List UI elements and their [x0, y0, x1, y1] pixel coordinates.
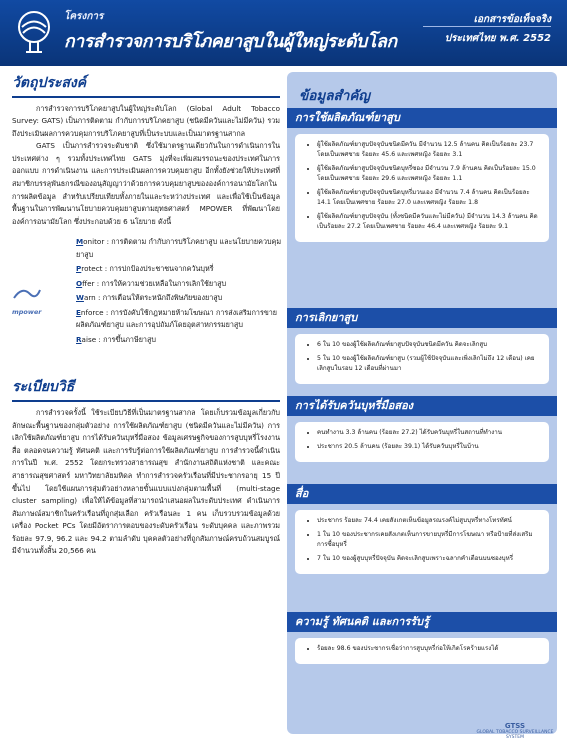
- section-title: สื่อ: [287, 484, 557, 504]
- mpower-item: [76, 334, 282, 347]
- mpower-item-desc: : การให้ความช่วยเหลือในการเลิกใช้ยาสูบ: [94, 278, 227, 288]
- list-item: • ผู้ใช้ผลิตภัณฑ์ยาสูบปัจจุบันชนิดบุหรี่ซอง มีจำนวน 7.9 ล้านคน คิดเป็นร้อยละ 15.0 โดยเป็นเพศชาย ร้อยละ 29.6 และเพศหญิง ร้อยละ 1.1: [317, 164, 541, 184]
- header-factsheet-label: เอกสารข้อเท็จจริง: [473, 14, 551, 25]
- list-item: • ผู้ใช้ผลิตภัณฑ์ยาสูบปัจจุบันชนิดบุหรี่มวนเอง มีจำนวน 7.4 ล้านคน คิดเป็นร้อยละ 14.1 โดยเป็นเพศชาย ร้อยละ 27.0 และเพศหญิง ร้อยละ 1.8: [317, 188, 541, 208]
- list-item: • 7 ใน 10 ของผู้สูบบุหรี่ปัจจุบัน คิดจะเลิกสูบเพราะฉลากคำเตือนบนซองบุหรี่: [317, 554, 541, 564]
- objective-paragraph-2: GATS เป็นการสำรวจระดับชาติ ซึ่งใช้มาตรฐานเดียวกันในการดำเนินการในประเทศต่าง ๆ รวมทั้งประเทศไทย GATS มุ่งที่จะเพิ่มสมรรถนะของประเทศในการออกแบบ การดำเนินงาน และการประเมินผลการควบคุมยาสูบ อีกทั้งยังช่วยให้ประเทศที่สมาชิกบรรลุพันธกรณีของอนุสัญญาว่าด้วยการควบคุมยาสูบขององค์การอนามัยโลกในการผลิตข้อมูล สำหรับเปรียบเทียบทั้งภายในและระหว่างประเทศ และเพื่อใช้เป็นข้อมูลพื้นฐานในการพัฒนานโยบายควบคุมยาสูบตามยุทธศาสตร์ MPOWER ที่พัฒนาโดยองค์การอนามัยโลก ซึ่งประกอบด้วย 6 นโยบาย ดังนี้: [12, 141, 280, 226]
- list-item: • ประชากร ร้อยละ 74.4 เคยสังเกตเห็นข้อมูลรณรงค์ไม่สูบบุหรี่ทางโทรทัศน์: [317, 516, 541, 526]
- list-item: • ประชากร 20.5 ล้านคน (ร้อยละ 39.1) ได้รับควันบุหรี่ในบ้าน: [317, 442, 541, 452]
- page-header: [0, 0, 567, 66]
- mpower-item: [76, 307, 282, 332]
- section-tobacco-use: [287, 108, 557, 242]
- mpower-item-word: onitor: [83, 237, 105, 247]
- section-cessation: [287, 308, 557, 384]
- mpower-item: [76, 278, 282, 291]
- mpower-block: [12, 236, 280, 370]
- key-facts-panel: [287, 72, 557, 734]
- section-rule: [12, 400, 280, 402]
- mpower-item-key: O: [76, 278, 83, 288]
- mpower-item-word: ffer: [82, 278, 95, 288]
- mpower-item: [76, 263, 282, 276]
- section-box: [295, 334, 549, 384]
- section-media: [287, 484, 557, 574]
- section-box: [295, 510, 549, 574]
- section-box: [295, 638, 549, 664]
- gtss-logo-text: GTSS: [504, 722, 526, 730]
- section-knowledge: [287, 612, 557, 664]
- list-item: • 1 ใน 10 ของประชากรเคยสังเกตเห็นการขายบุหรี่มีการโฆษณา หรือป้ายที่ส่งเสริม การซื้อบุหรี่: [317, 530, 541, 550]
- mpower-item-desc: : การปกป้องประชาชนจากควันบุหรี่: [102, 264, 214, 274]
- mpower-logo-text: mpower: [12, 308, 42, 317]
- mpower-item: [76, 236, 282, 261]
- mpower-list: [76, 236, 282, 348]
- mpower-logo: [12, 286, 44, 316]
- method-heading: ระเบียบวิธี: [12, 379, 75, 396]
- section-title: การใช้ผลิตภัณฑ์ยาสูบ: [287, 108, 557, 128]
- list-item: • ผู้ใช้ผลิตภัณฑ์ยาสูบปัจจุบัน (ทั้งชนิดมีควันและไม่มีควัน) มีจำนวน 14.3 ล้านคน คิดเป็นร้อยละ 27.2 โดยเป็นเพศชาย ร้อยละ 46.4 และเพศหญิง ร้อยละ 9.1: [317, 212, 541, 232]
- key-facts-heading: ข้อมูลสำคัญ: [299, 88, 370, 104]
- mpower-item-word: rotect: [81, 264, 103, 274]
- mpower-item-key: M: [76, 237, 84, 247]
- mpower-item-desc: : การขึ้นภาษียาสูบ: [96, 334, 156, 344]
- mpower-item-word: nforce: [80, 307, 104, 317]
- list-item: • 5 ใน 10 ของผู้ใช้ผลิตภัณฑ์ยาสูบ (รวมผู้ใช้ปัจจุบันและเพิ่งเลิกไม่ถึง 12 เดือน) เคยเลิกสูบในรอบ 12 เดือนที่ผ่านมา: [317, 354, 541, 374]
- mpower-item-key: W: [76, 293, 84, 303]
- list-item: • ผู้ใช้ผลิตภัณฑ์ยาสูบปัจจุบันชนิดมีควัน มีจำนวน 12.5 ล้านคน คิดเป็นร้อยละ 23.7 โดยเป็นเพศชาย ร้อยละ 45.6 และเพศหญิง ร้อยละ 3.1: [317, 140, 541, 160]
- mpower-item: [76, 292, 282, 305]
- mpower-item-word: aise: [81, 334, 97, 344]
- objective-paragraph-1: การสำรวจการบริโภคยาสูบในผู้ใหญ่ระดับโลก (Global Adult Tobacco Survey: GATS) เป็นการติดตาม กำกับการบริโภคยาสูบ (ชนิดมีควันและไม่มีควัน) รวมถึงประเมินผลการควบคุมการบริโภคยาสูบที่เป็นระบบและเป็นมาตรฐานสากล: [12, 103, 280, 138]
- globe-logo-icon: [14, 8, 54, 56]
- left-column: [12, 72, 280, 558]
- objective-heading: วัตถุประสงค์: [12, 75, 87, 91]
- method-paragraph: การสำรวจครั้งนี้ ใช้ระเบียบวิธีที่เป็นมาตรฐานสากล โดยเก็บรวมข้อมูลเกี่ยวกับลักษณะพื้นฐานของกลุ่มตัวอย่าง การใช้ผลิตภัณฑ์ยาสูบ (ชนิดมีควันและไม่มีควัน) การเลิกใช้ผลิตภัณฑ์ยาสูบ การได้รับควันบุหรี่มือสอง ข้อมูลเศรษฐกิจของการสูบบุหรี่โรงงาน สื่อ ตลอดจนความรู้ ทัศนคติ และการรับรู้ต่อการใช้ผลิตภัณฑ์ยาสูบ การสำรวจนี้ดำเนินการในปี พ.ศ. 2552 โดยกระทรวงสาธารณสุข สำนักงานสถิติแห่งชาติ และคณะสาธารณสุขศาสตร์ มหาวิทยาลัยมหิดล ทำการสำรวจครัวเรือนที่มีประชากรอายุ 15 ปีขึ้นไป โดยใช้แผนการสุ่มตัวอย่างหลายขั้นแบบแบ่งกลุ่มตามพื้นที่ (multi-stage cluster sampling) เพื่อให้ได้ข้อมูลที่สามารถนำเสนอผลในระดับประเทศ ดำเนินการสัมภาษณ์สมาชิกในครัวเรือนที่ถูกสุ่มเลือก ครัวเรือนละ 1 คน เก็บรวบรวมข้อมูลด้วยเครื่อง Pocket PCs โดยมีอัตราการตอบของระดับครัวเรือน ระดับบุคคล และภาพรวม ร้อยละ 97.9, 96.2 และ 94.2 ตามลำดับ บุคคลตัวอย่างที่ถูกสัมภาษณ์ครบถ้วนสมบูรณ์มีจำนวนทั้งสิ้น 20,566 คน: [12, 407, 280, 556]
- gtss-logo-caption: GLOBAL TOBACCO SURVEILLANCE SYSTEM: [476, 730, 554, 740]
- mpower-item-key: R: [76, 334, 82, 344]
- mpower-item-desc: : การติดตาม กำกับการบริโภคยาสูบ และนโยบายควบคุมยาสูบ: [76, 237, 282, 259]
- header-country-year: ประเทศไทย พ.ศ. 2552: [444, 33, 551, 44]
- mpower-item-key: E: [76, 307, 81, 317]
- section-title: การได้รับควันบุหรี่มือสอง: [287, 396, 557, 416]
- mpower-item-key: P: [76, 264, 82, 274]
- gtss-logo: [470, 722, 560, 740]
- mpower-item-desc: : การเตือนให้ตระหนักถึงพิษภัยของยาสูบ: [95, 293, 223, 303]
- list-item: • คนทำงาน 3.3 ล้านคน (ร้อยละ 27.2) ได้รับควันบุหรี่ในสถานที่ทำงาน: [317, 428, 541, 438]
- section-title: การเลิกยาสูบ: [287, 308, 557, 328]
- mpower-swirl-icon: [12, 286, 42, 302]
- section-box: [295, 134, 549, 242]
- header-program-label: โครงการ: [64, 11, 104, 22]
- section-box: [295, 422, 549, 462]
- section-title: ความรู้ ทัศนคติ และการรับรู้: [287, 612, 557, 632]
- list-item: • 6 ใน 10 ของผู้ใช้ผลิตภัณฑ์ยาสูบปัจจุบันชนิดมีควัน คิดจะเลิกสูบ: [317, 340, 541, 350]
- mpower-item-desc: : การบังคับใช้กฎหมายห้ามโฆษณา การส่งเสริมการขายผลิตภัณฑ์ยาสูบ และการอุปถัมภ์โดยอุตสาหกรรมยาสูบ: [76, 307, 277, 330]
- list-item: • ร้อยละ 98.6 ของประชากรเชื่อว่าการสูบบุหรี่ก่อให้เกิดโรคร้ายแรงได้: [317, 644, 541, 654]
- page-title: การสำรวจการบริโภคยาสูบในผู้ใหญ่ระดับโลก: [64, 32, 397, 52]
- mpower-item-word: arn: [83, 293, 96, 303]
- section-secondhand-smoke: [287, 396, 557, 462]
- header-divider: [423, 26, 551, 27]
- section-rule: [12, 96, 280, 98]
